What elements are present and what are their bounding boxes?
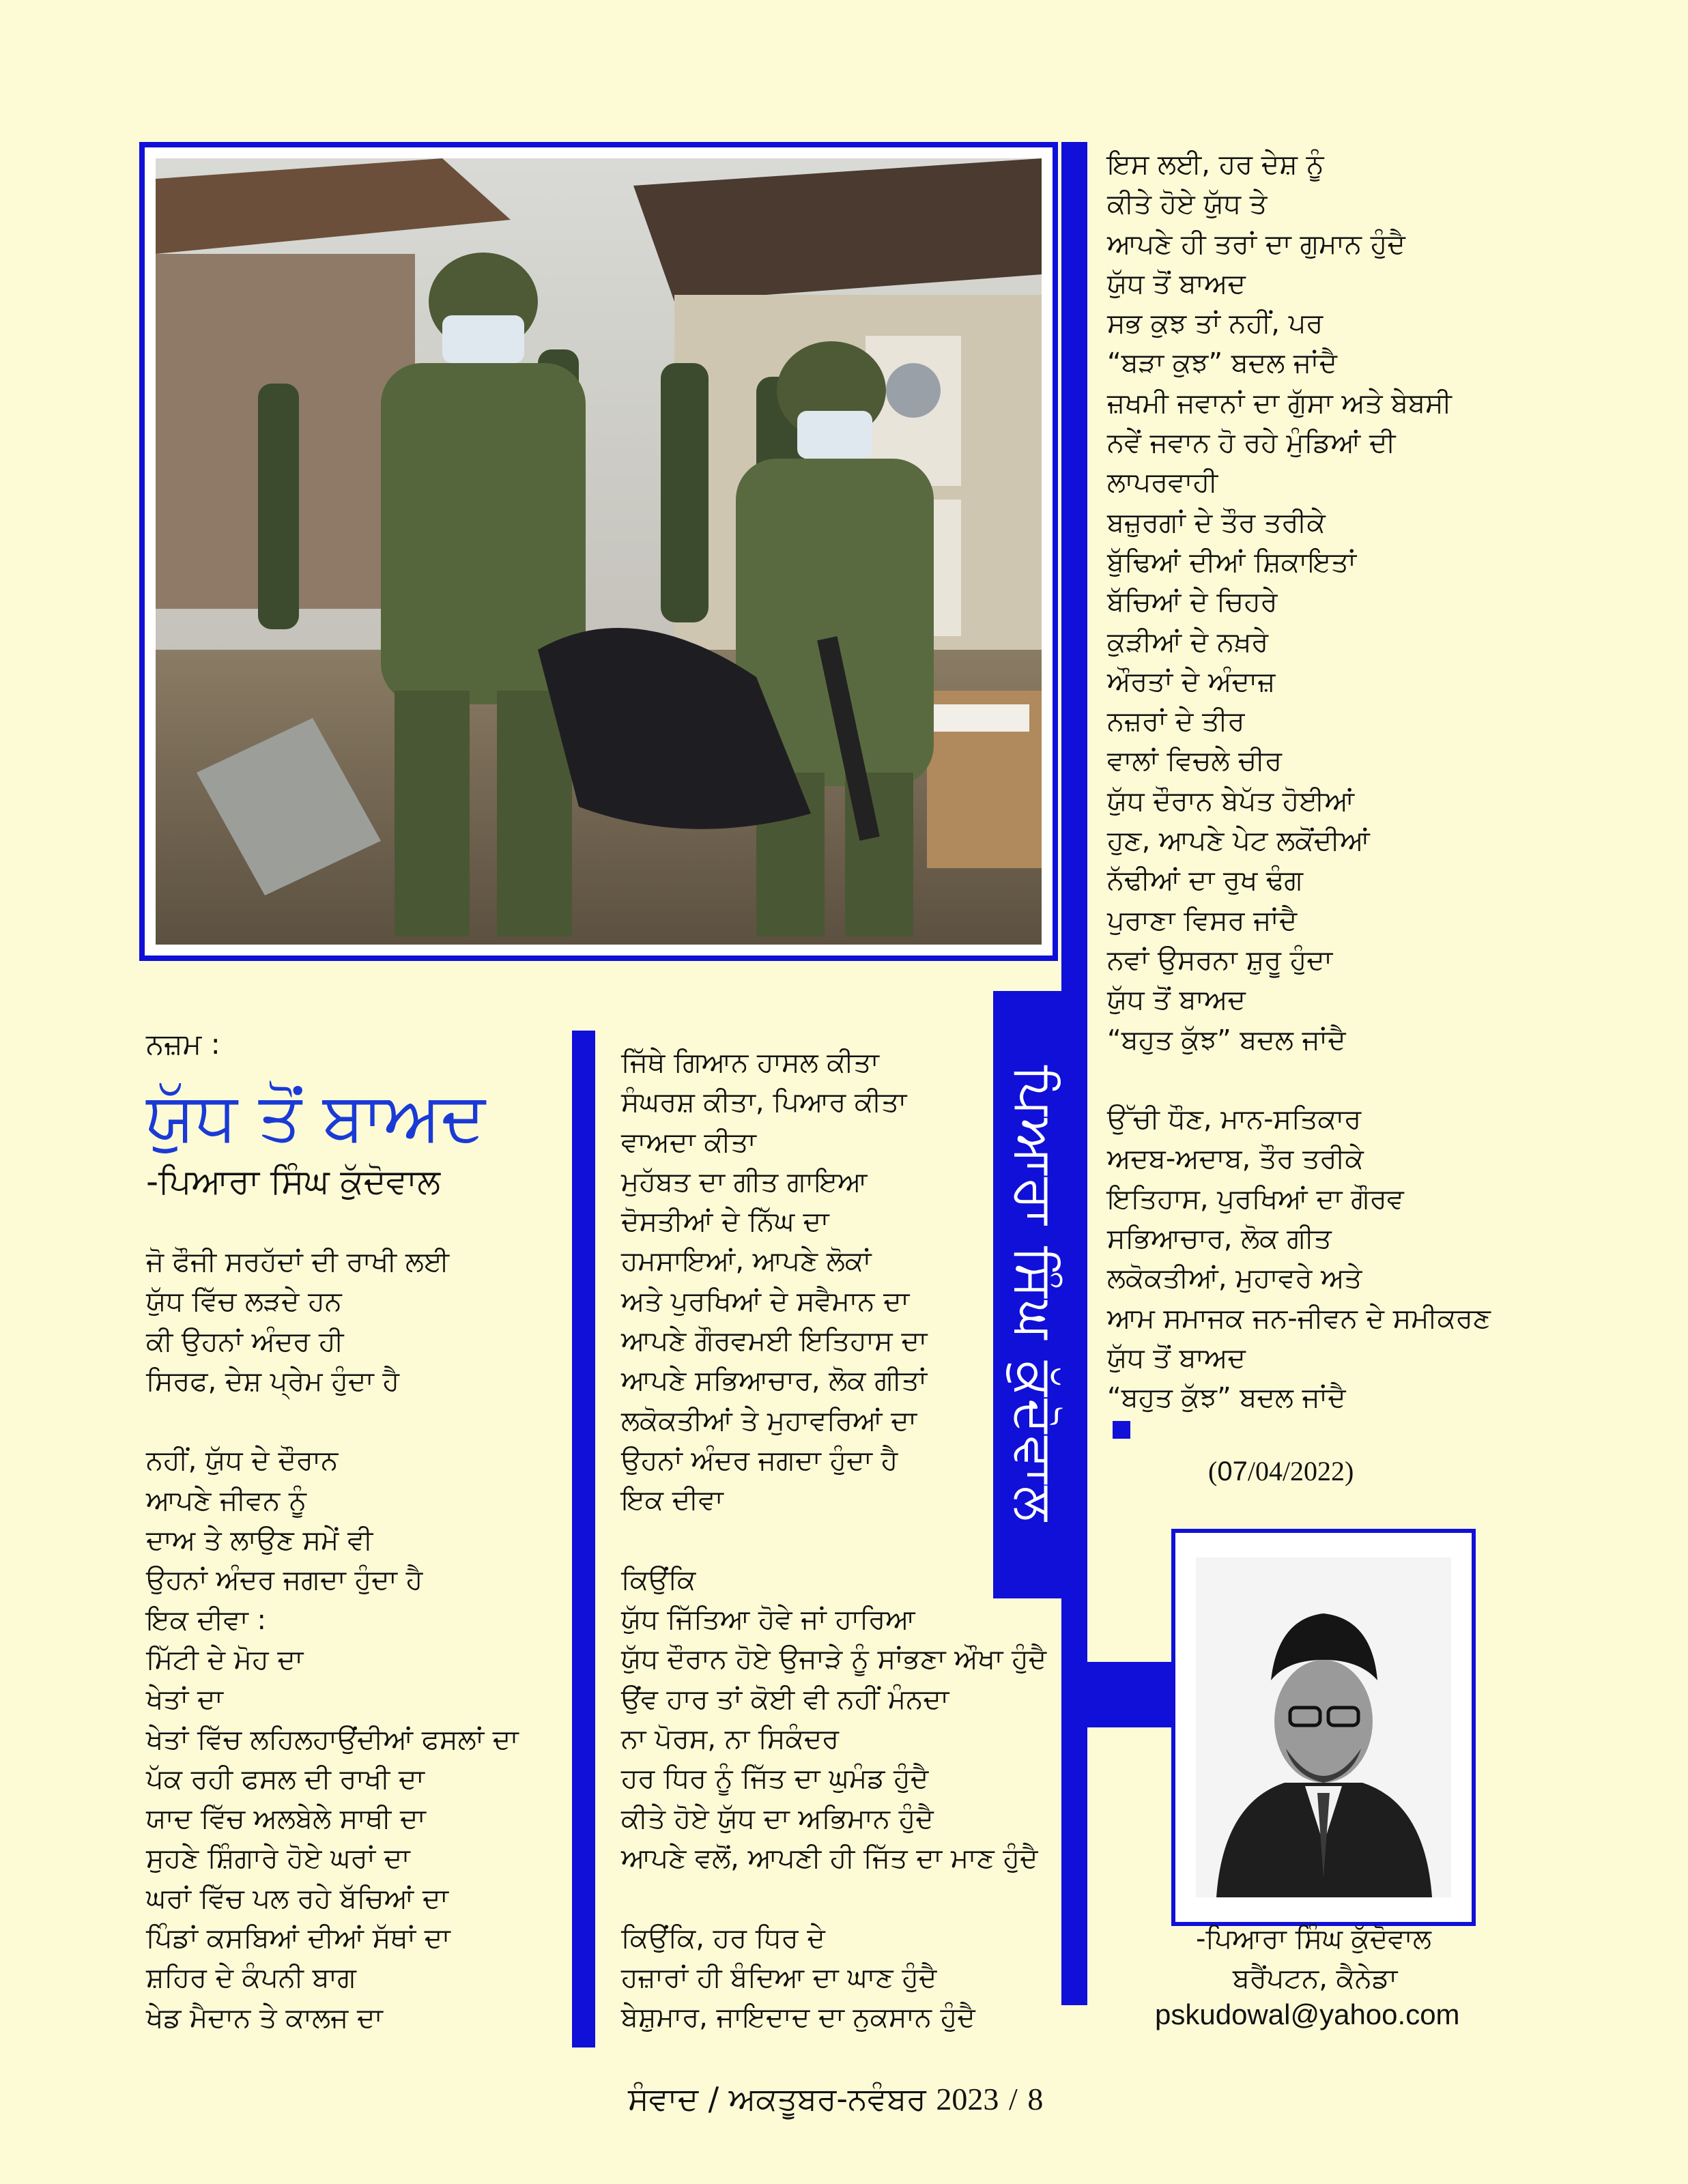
poem-line: ਯੁੱਧ ਦੌਰਾਨ ਹੋਏ ਉਜਾੜੇ ਨੂੰ ਸਾਂਭਣਾ ਔਖਾ ਹੁੰਦੈ (621, 1643, 1047, 1676)
poem-line: ਖੇਤਾਂ ਦਾ (146, 1684, 223, 1716)
poem-column-2 (621, 1043, 1046, 2037)
poem-line: ਜੋ ਫੌਜੀ ਸਰਹੱਦਾਂ ਦੀ ਰਾਖੀ ਲਈ (146, 1246, 450, 1278)
poem-line: ਦਾਅ ਤੇ ਲਾਉਣ ਸਮੇਂ ਵੀ (146, 1525, 373, 1557)
date-rest: /04/2022) (1247, 1456, 1354, 1486)
poem-title: ਯੁੱਧ ਤੋਂ ਬਾਅਦ (146, 1078, 486, 1156)
author-photo-illustration (1196, 1557, 1451, 1897)
connector-bar (1087, 1662, 1171, 1727)
poem-line: ਇਕ ਦੀਵਾ : (146, 1604, 266, 1636)
poem-line: ਉਹਨਾਂ ਅੰਦਰ ਜਗਦਾ ਹੁੰਦਾ ਹੈ (621, 1444, 898, 1476)
poem-line (146, 1401, 519, 1441)
poem-line: ਬੱਚਿਆਂ ਦੇ ਚਿਹਰੇ (1107, 586, 1278, 618)
poem-line: ਯਾਦ ਵਿੱਚ ਅਲਬੇਲੇ ਸਾਥੀ ਦਾ (146, 1803, 426, 1835)
poem-line: ਆਮ ਸਮਾਜਕ ਜਨ-ਜੀਵਨ ਦੇ ਸਮੀਕਰਣ (1107, 1302, 1491, 1334)
poem-line: ਲਕੋਕਤੀਆਂ, ਮੁਹਾਵਰੇ ਅਤੇ (1107, 1263, 1362, 1295)
poem-line: ਔਰਤਾਂ ਦੇ ਅੰਦਾਜ਼ (1107, 665, 1276, 698)
poem-line: ਪੱਕ ਰਹੀ ਫਸਲ ਦੀ ਰਾਖੀ ਦਾ (146, 1763, 425, 1795)
poem-line: ਯੁੱਧ ਤੋਂ ਬਾਅਦ (1107, 1342, 1246, 1374)
poem-line (621, 1878, 1046, 1918)
poem-line: ਵਾਅਦਾ ਕੀਤਾ (621, 1126, 756, 1158)
poem-line: ਸਿਰਫ, ਦੇਸ਼ ਪ੍ਰੇਮ ਹੁੰਦਾ ਹੈ (146, 1365, 400, 1397)
poem-line: ਯੁੱਧ ਜਿੱਤਿਆ ਹੋਵੇ ਜਾਂ ਹਾਰਿਆ (621, 1604, 915, 1636)
poem-line: ਹਰ ਧਿਰ ਨੂੰ ਜਿੱਤ ਦਾ ਘੁਮੰਡ ਹੁੰਦੈ (621, 1763, 929, 1795)
poem-line: ਸਭ ਕੁਝ ਤਾਂ ਨਹੀਂ, ਪਰ (1107, 308, 1324, 340)
author-caption-name: -ਪਿਆਰਾ ਸਿੰਘ ਕੁੱਦੋਵਾਲ (1196, 1923, 1431, 1955)
poem-line: ਨਵਾਂ ਉਸਰਨਾ ਸ਼ੁਰੂ ਹੁੰਦਾ (1107, 944, 1333, 976)
date-open: ( (1208, 1456, 1218, 1486)
poem-line: ਲਾਪਰਵਾਹੀ (1107, 467, 1218, 499)
poem-date (1208, 1455, 1354, 1487)
poem-line: ਮਿੱਟੀ ਦੇ ਮੋਹ ਦਾ (146, 1643, 304, 1676)
poem-line: ਕੀਤੇ ਹੋਏ ਯੁੱਧ ਦਾ ਅਭਿਮਾਨ ਹੁੰਦੈ (621, 1802, 934, 1835)
vertical-rule-top (1061, 142, 1087, 1022)
poem-line: ਯੁੱਧ ਵਿੱਚ ਲੜਦੇ ਹਨ (146, 1286, 342, 1318)
poem-line: ਇਕ ਦੀਵਾ (621, 1484, 724, 1517)
poem-line: “ਬਹੁਤ ਕੁੱਝ” ਬਦਲ ਜਾਂਦੈ (1107, 1382, 1346, 1414)
author-caption-place: ਬਰੈਂਪਟਨ, ਕੈਨੇਡਾ (1233, 1963, 1398, 1994)
poem-line: ਸੰਘਰਸ਼ ਕੀਤਾ, ਪਿਆਰ ਕੀਤਾ (621, 1087, 907, 1119)
poem-line: ਆਪਣੇ ਵਲੋਂ, ਆਪਣੀ ਹੀ ਜਿੱਤ ਦਾ ਮਾਣ ਹੁੰਦੈ (621, 1842, 1038, 1874)
poem-line: ਅਦਬ-ਅਦਾਬ, ਤੌਰ ਤਰੀਕੇ (1107, 1143, 1364, 1175)
poem-line: ਹਜ਼ਾਰਾਂ ਹੀ ਬੰਦਿਆ ਦਾ ਘਾਣ ਹੁੰਦੈ (621, 1962, 937, 1994)
poem-line: ਬੁੱਢਿਆਂ ਦੀਆਂ ਸ਼ਿਕਾਇਤਾਂ (1107, 546, 1357, 578)
poem-line: ਯੁੱਧ ਤੋਂ ਬਾਅਦ (1107, 268, 1246, 300)
poem-line (1107, 1060, 1491, 1100)
author-email: pskudowal@yahoo.com (1155, 1998, 1460, 2030)
poem-line: ਲਕੋਕਤੀਆਂ ਤੇ ਮੁਹਾਵਰਿਆਂ ਦਾ (621, 1405, 917, 1437)
footer-year: 2023 (936, 2082, 999, 2116)
poem-line: ਇਤਿਹਾਸ, ਪੁਰਖਿਆਂ ਦਾ ਗੌਰਵ (1107, 1183, 1404, 1215)
poem-line: ਨੱਢੀਆਂ ਦਾ ਰੁਖ ਢੰਗ (1107, 865, 1303, 897)
poem-line: ਪੁਰਾਣਾ ਵਿਸਰ ਜਾਂਦੈ (1107, 904, 1298, 936)
poem-line: ਜ਼ਖਮੀ ਜਵਾਨਾਂ ਦਾ ਗੁੱਸਾ ਅਤੇ ਬੇਬਸੀ (1107, 387, 1452, 419)
poem-line: ਉਂਵ ਹਾਰ ਤਾਂ ਕੋਈ ਵੀ ਨਹੀਂ ਮੰਨਦਾ (621, 1683, 949, 1715)
poem-line: ਆਪਣੇ ਹੀ ਤਰਾਂ ਦਾ ਗੁਮਾਨ ਹੁੰਦੈ (1107, 228, 1405, 260)
poem-line: ਆਪਣੇ ਸਭਿਆਚਾਰ, ਲੋਕ ਗੀਤਾਂ (621, 1365, 928, 1397)
poem-line: ਨਜ਼ਰਾਂ ਦੇ ਤੀਰ (1107, 706, 1245, 738)
poem-line: ਬੇਸ਼ੁਮਾਰ, ਜਾਇਦਾਦ ਦਾ ਨੁਕਸਾਨ ਹੁੰਦੈ (621, 2002, 975, 2034)
poem-line: ਕੀ ਉਹਨਾਂ ਅੰਦਰ ਹੀ (146, 1325, 344, 1357)
poem-line: ਵਾਲਾਂ ਵਿਚਲੇ ਚੀਰ (1107, 745, 1282, 777)
poem-line: ਕੀਤੇ ਹੋਏ ਯੁੱਧ ਤੇ (1107, 188, 1268, 220)
poem-line: ਉੱਚੀ ਧੌਣ, ਮਾਨ-ਸਤਿਕਾਰ (1107, 1104, 1362, 1136)
poem-line: ਯੁੱਧ ਦੌਰਾਨ ਬੇਪੱਤ ਹੋਈਆਂ (1107, 785, 1355, 817)
poem-line: ਯੁੱਧ ਤੋਂ ਬਾਅਦ (1107, 984, 1246, 1016)
poem-line: “ਬੜਾ ਕੁਝ” ਬਦਲ ਜਾਂਦੈ (1107, 347, 1337, 379)
poem-line: ਕਿਉਂਕਿ (621, 1564, 696, 1596)
vertical-rule-left (572, 1031, 595, 2048)
poem-line: ਹੁਣ, ਆਪਣੇ ਪੇਟ ਲਕੋਂਦੀਆਂ (1107, 825, 1370, 857)
footer-page-number: 8 (1027, 2082, 1044, 2116)
poem-column-3 (1107, 145, 1491, 1418)
poem-line: ਨਵੇਂ ਜਵਾਨ ਹੋ ਰਹੇ ਮੁੰਡਿਆਂ ਦੀ (1107, 427, 1396, 459)
poem-line: ਕਿਉਂਕਿ, ਹਰ ਧਿਰ ਦੇ (621, 1922, 825, 1954)
poem-line: ਦੋਸਤੀਆਂ ਦੇ ਨਿੱਘ ਦਾ (621, 1206, 829, 1238)
author-portrait (1171, 1529, 1476, 1926)
poem-line: ਮੁਹੱਬਤ ਦਾ ਗੀਤ ਗਾਇਆ (621, 1166, 868, 1198)
poem-line: ਅਤੇ ਪੁਰਖਿਆਂ ਦੇ ਸਵੈਮਾਨ ਦਾ (621, 1285, 910, 1317)
poem-byline: -ਪਿਆਰਾ ਸਿੰਘ ਕੁੱਦੋਵਾਲ (146, 1162, 441, 1201)
poem-line: ਆਪਣੇ ਜੀਵਨ ਨੂੰ (146, 1484, 306, 1517)
poem-line: ਜਿੱਥੇ ਗਿਆਨ ਹਾਸਲ ਕੀਤਾ (621, 1047, 879, 1078)
poem-line: ਕੁੜੀਆਂ ਦੇ ਨਖ਼ਰੇ (1107, 626, 1269, 658)
poem-line: ਸਭਿਆਚਾਰ, ਲੋਕ ਗੀਤ (1107, 1223, 1332, 1255)
poem-kicker: ਨਜ਼ਮ : (146, 1027, 220, 1061)
date-day: 07 (1217, 1456, 1248, 1486)
poem-line: ਖੇਤਾਂ ਵਿੱਚ ਲਹਿਲਹਾਉਂਦੀਆਂ ਫਸਲਾਂ ਦਾ (146, 1723, 519, 1755)
poem-line: ਬਜ਼ੁਰਗਾਂ ਦੇ ਤੌਰ ਤਰੀਕੇ (1107, 506, 1326, 538)
poem-line: ਨਹੀਂ, ਯੁੱਧ ਦੇ ਦੌਰਾਨ (146, 1445, 339, 1477)
poem-column-1 (146, 1242, 519, 2038)
poem-line: ਉਹਨਾਂ ਅੰਦਰ ਜਗਦਾ ਹੁੰਦਾ ਹੈ (146, 1564, 423, 1596)
footer-magazine: ਸੰਵਾਦ / ਅਕਤੂਬਰ-ਨਵੰਬਰ (628, 2080, 926, 2117)
poem-line: ਆਪਣੇ ਗੌਰਵਮਈ ਇਤਿਹਾਸ ਦਾ (621, 1325, 928, 1357)
poem-line: “ਬਹੁਤ ਕੁੱਝ” ਬਦਲ ਜਾਂਦੈ (1107, 1024, 1346, 1056)
author-name-vertical: ਪਿਆਰਾ ਸਿੰਘ ਕੁੱਦੋਵਾਲ (1004, 1065, 1065, 1524)
poem-line: ਖੇਡ ਮੈਦਾਨ ਤੇ ਕਾਲਜ ਦਾ (146, 2002, 383, 2034)
poem-line: ਇਸ ਲਈ, ਹਰ ਦੇਸ਼ ਨੂੰ (1107, 149, 1324, 180)
poem-line: ਸ਼ਹਿਰ ਦੇ ਕੰਪਨੀ ਬਾਗ (146, 1962, 356, 1994)
poem-line: ਪਿੰਡਾਂ ਕਸਬਿਆਂ ਦੀਆਂ ਸੱਥਾਂ ਦਾ (146, 1923, 450, 1955)
poem-line: ਸੁਹਣੇ ਸ਼ਿੰਗਾਰੇ ਹੋਏ ਘਰਾਂ ਦਾ (146, 1843, 410, 1875)
poem-line: ਘਰਾਂ ਵਿੱਚ ਪਲ ਰਹੇ ਬੱਚਿਆਂ ਦਾ (146, 1882, 448, 1914)
footer-separator: / (1009, 2082, 1018, 2116)
poem-line: ਹਮਸਾਇਆਂ, ਆਪਣੇ ਲੋਕਾਂ (621, 1246, 872, 1278)
end-square-icon (1113, 1421, 1130, 1439)
poem-line: ਨਾ ਪੋਰਸ, ਨਾ ਸਿਕੰਦਰ (621, 1723, 840, 1755)
page-footer (628, 2080, 1043, 2118)
war-photo (139, 142, 1058, 961)
soldiers-photo-illustration (156, 158, 1042, 945)
poem-line (621, 1521, 1046, 1560)
